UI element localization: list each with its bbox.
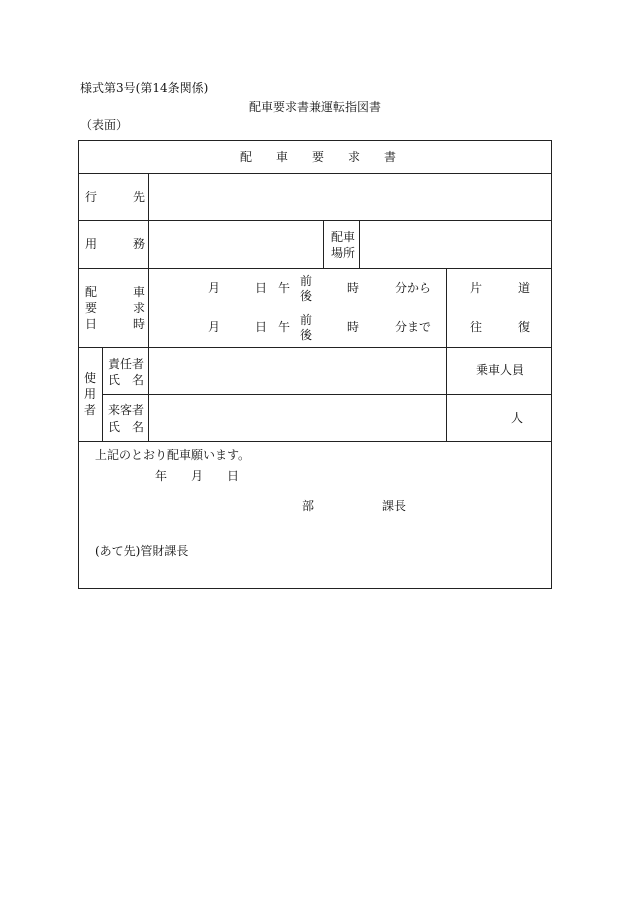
destination-value-cell bbox=[149, 174, 551, 220]
start-day-unit: 日 bbox=[255, 281, 268, 295]
purpose-value-cell bbox=[149, 221, 323, 268]
department-label: 部 bbox=[302, 499, 315, 513]
end-am-option: 前 bbox=[300, 313, 313, 327]
responsible-person-label: 責任者 bbox=[108, 357, 145, 371]
request-date: 年 月 日 bbox=[155, 469, 240, 483]
user-label-char3: 者 bbox=[84, 403, 97, 417]
passengers-unit: 人 bbox=[511, 411, 524, 425]
column-divider bbox=[446, 268, 447, 442]
dispatch-place-value-cell bbox=[360, 221, 551, 268]
column-divider bbox=[323, 220, 324, 268]
dispatch-place-label-line2: 場所 bbox=[331, 246, 356, 260]
row-divider bbox=[78, 441, 552, 442]
user-label-char1: 使 bbox=[84, 371, 97, 385]
side-label: （表面） bbox=[80, 118, 129, 132]
end-day-unit: 日 bbox=[255, 320, 268, 334]
column-divider bbox=[102, 347, 103, 442]
section-chief-label: 課長 bbox=[382, 499, 407, 513]
end-noon-prefix: 午 bbox=[278, 320, 291, 334]
purpose-label: 用 務 bbox=[85, 237, 146, 251]
start-month-unit: 月 bbox=[208, 281, 221, 295]
guest-name-value-cell bbox=[149, 395, 446, 441]
start-minute-unit: 分から bbox=[395, 281, 432, 295]
guest-name-label: 氏 名 bbox=[108, 420, 145, 434]
addressee: (あて先)管財課長 bbox=[95, 544, 189, 558]
datetime-label-line1: 配 車 bbox=[85, 285, 146, 299]
user-label-char2: 用 bbox=[84, 387, 97, 401]
table-heading: 配 車 要 求 書 bbox=[240, 150, 397, 164]
start-hour-unit: 時 bbox=[347, 281, 360, 295]
round-trip-option: 往 復 bbox=[470, 320, 531, 334]
responsible-name-label: 氏 名 bbox=[108, 373, 145, 387]
end-pm-option: 後 bbox=[300, 328, 313, 342]
responsible-name-value-cell bbox=[149, 348, 446, 394]
one-way-option: 片 道 bbox=[470, 281, 531, 295]
start-am-option: 前 bbox=[300, 274, 313, 288]
form-number: 様式第3号(第14条関係) bbox=[80, 81, 209, 95]
request-statement: 上記のとおり配車願います。 bbox=[95, 448, 251, 462]
datetime-label-line2: 要 求 bbox=[85, 301, 146, 315]
end-month-unit: 月 bbox=[208, 320, 221, 334]
start-pm-option: 後 bbox=[300, 289, 313, 303]
end-minute-unit: 分まで bbox=[395, 320, 432, 334]
datetime-label-line3: 日 時 bbox=[85, 317, 146, 331]
form-title: 配車要求書兼運転指図書 bbox=[249, 100, 382, 114]
end-hour-unit: 時 bbox=[347, 320, 360, 334]
start-noon-prefix: 午 bbox=[278, 281, 291, 295]
guest-label: 来客者 bbox=[108, 403, 145, 417]
destination-label: 行 先 bbox=[85, 190, 146, 204]
dispatch-place-label-line1: 配車 bbox=[331, 230, 356, 244]
row-divider bbox=[78, 268, 552, 269]
passengers-label: 乗車人員 bbox=[476, 363, 525, 377]
